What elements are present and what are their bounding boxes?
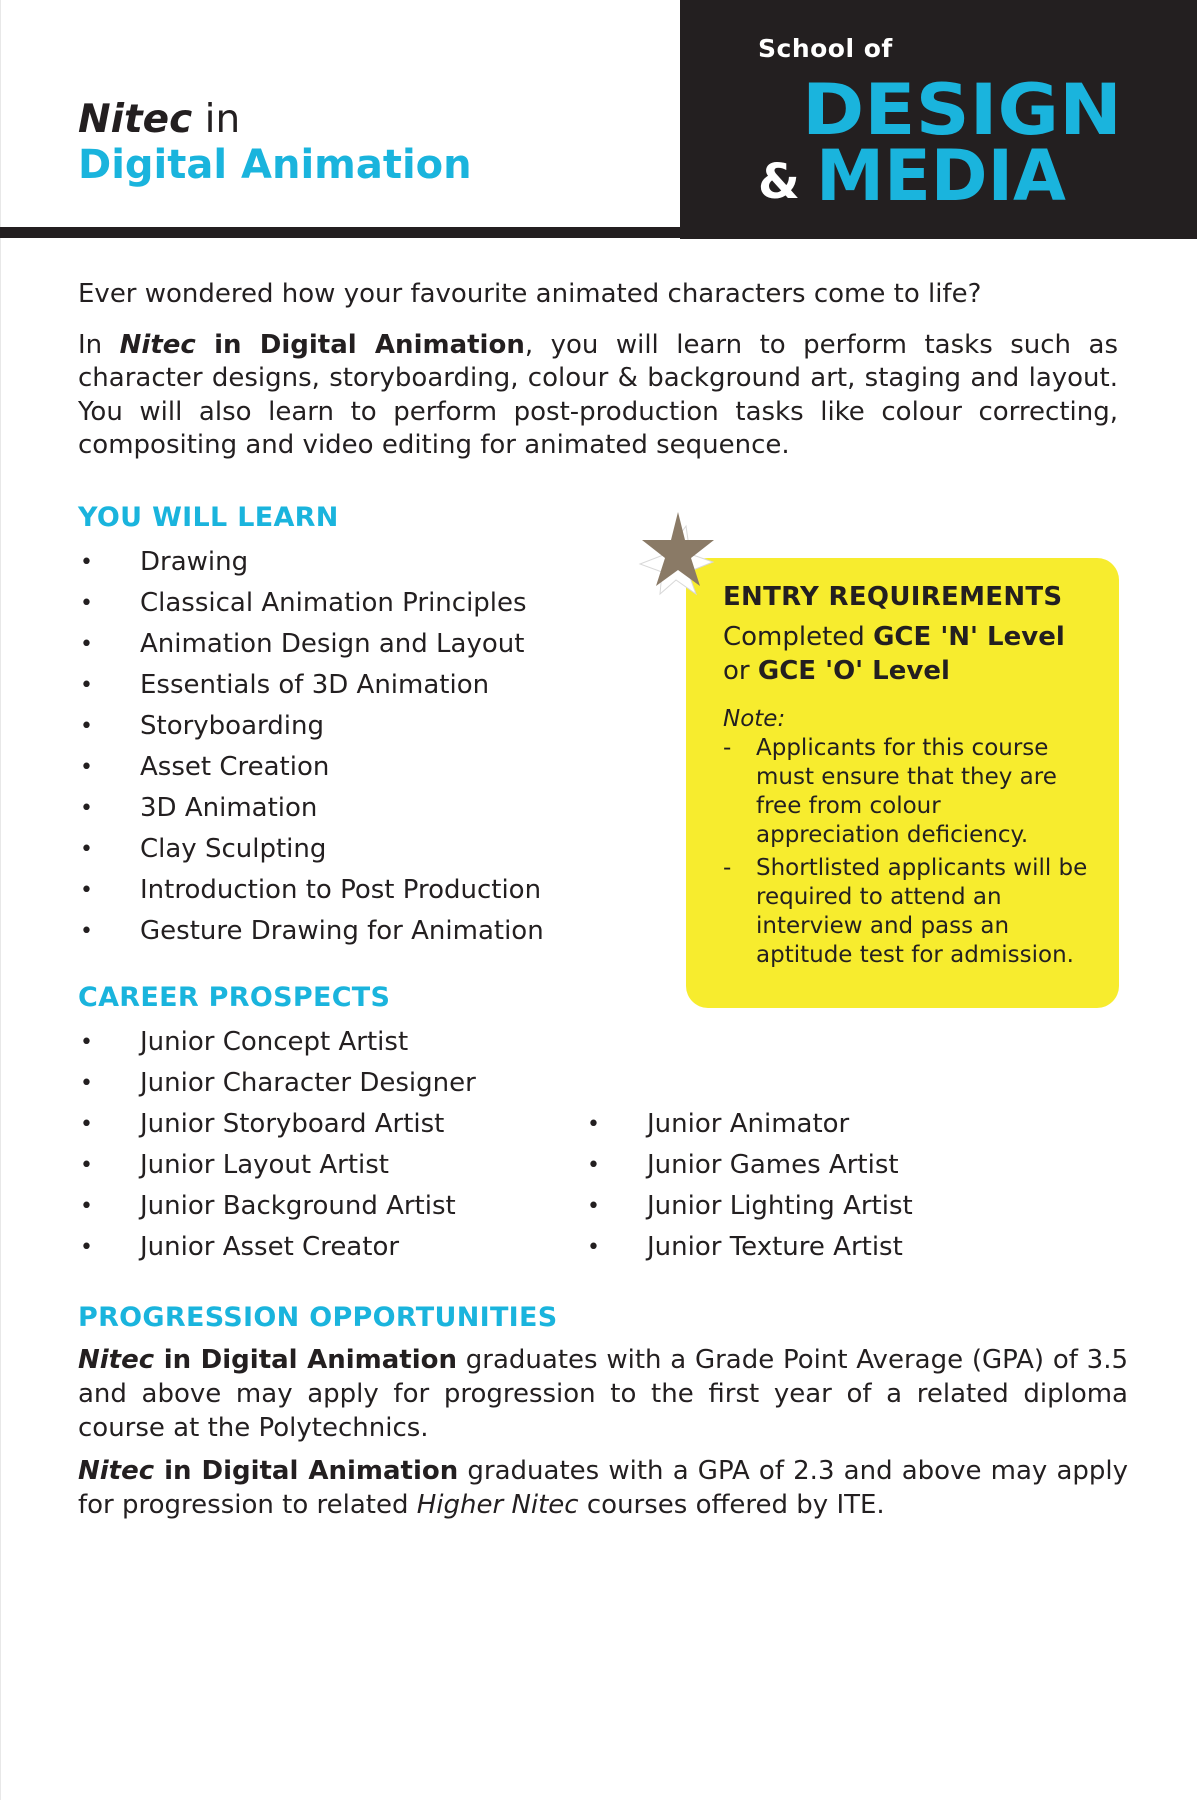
progression-text: graduates with a GPA of 2.3 and above may apply for progression to related <box>78 1456 1129 1520</box>
learn-item: • Asset Creation <box>78 747 544 788</box>
entry-heading: ENTRY REQUIREMENTS <box>723 582 1063 612</box>
learn-item: • Animation Design and Layout <box>78 624 544 665</box>
entry-or: or <box>723 656 758 686</box>
progression-heading: PROGRESSION OPPORTUNITIES <box>78 1302 558 1333</box>
entry-note-item: - Shortlisted applicants will be required to attend an interview and pass an aptitude test for admission. <box>723 854 1089 970</box>
entry-note-item: - Applicants for this course must ensure that they are free from colour appreciation deficiency. <box>723 734 1089 850</box>
learn-item: • Introduction to Post Production <box>78 870 544 911</box>
intro-in: In <box>78 329 120 360</box>
career-item: • Junior Texture Artist <box>585 1227 913 1268</box>
progression-section <box>78 1302 1128 1531</box>
progression-paragraph-2 <box>78 1454 1128 1522</box>
progression-text: courses offered by ITE. <box>578 1490 885 1520</box>
career-list-right <box>585 1104 913 1268</box>
title-line-1 <box>78 98 472 142</box>
career-item: • Junior Asset Creator <box>78 1227 476 1268</box>
learn-item: • Gesture Drawing for Animation <box>78 911 544 952</box>
career-item: • Junior Layout Artist <box>78 1145 476 1186</box>
learn-item: • Essentials of 3D Animation <box>78 665 544 706</box>
career-heading: CAREER PROSPECTS <box>78 982 391 1013</box>
entry-requirement-line-1 <box>723 620 1089 654</box>
page-left-edge <box>0 0 1 1800</box>
learn-item: • Classical Animation Principles <box>78 583 544 624</box>
learn-heading: YOU WILL LEARN <box>78 502 339 533</box>
career-item: • Junior Background Artist <box>78 1186 476 1227</box>
progression-nitec: Nitec <box>78 1456 155 1486</box>
learn-list <box>78 542 544 952</box>
star-icon <box>630 510 726 600</box>
intro-nitec: Nitec <box>119 329 196 360</box>
learn-item: • Storyboarding <box>78 706 544 747</box>
career-item: • Junior Storyboard Artist <box>78 1104 476 1145</box>
logo-design-word: DESIGN <box>802 70 1122 151</box>
progression-paragraph-1 <box>78 1343 1128 1445</box>
learn-item: • 3D Animation <box>78 788 544 829</box>
intro-course-name: in Digital Animation <box>195 329 525 360</box>
page-title <box>78 98 472 188</box>
intro-section <box>78 278 1118 480</box>
progression-text: graduates with a Grade Point Average (GPA) of 3.5 and above may apply for progression to the first year of a related diploma course at the Polytechnics. <box>78 1345 1128 1443</box>
career-list-left <box>78 1022 476 1268</box>
progression-higher-nitec: Higher Nitec <box>416 1490 579 1520</box>
title-line-2: Digital Animation <box>78 142 472 188</box>
career-item: • Junior Animator <box>585 1104 913 1145</box>
entry-notes-list <box>723 734 1089 970</box>
intro-description-text: , you will learn to perform tasks such as character designs, storyboarding, colour & background art, staging and layout. You will also learn to perform post-production tasks like colour correcting, compositing and video editing for animated sequence. <box>78 329 1118 460</box>
entry-requirement-line-2 <box>723 654 1089 688</box>
entry-gce-o: GCE 'O' Level <box>757 656 950 686</box>
entry-completed: Completed <box>723 622 874 652</box>
entry-requirements-box <box>686 558 1119 1008</box>
progression-nitec: Nitec <box>78 1345 155 1375</box>
career-item: • Junior Games Artist <box>585 1145 913 1186</box>
intro-description <box>78 329 1118 463</box>
logo-media-word: MEDIA <box>816 135 1066 210</box>
career-item: • Junior Concept Artist <box>78 1022 476 1063</box>
career-item: • Junior Character Designer <box>78 1063 476 1104</box>
title-in: in <box>192 97 241 142</box>
design-media-logo <box>752 70 1132 210</box>
progression-course-name: in Digital Animation <box>154 1456 459 1486</box>
learn-item: • Drawing <box>78 542 544 583</box>
logo-school-of-text: School of <box>758 34 893 63</box>
intro-question: Ever wondered how your favourite animated characters come to life? <box>78 279 982 309</box>
progression-course-name: in Digital Animation <box>154 1345 458 1375</box>
logo-ampersand: & <box>758 154 800 210</box>
title-nitec: Nitec <box>78 97 193 142</box>
entry-note-label: Note: <box>723 706 786 732</box>
career-item: • Junior Lighting Artist <box>585 1186 913 1227</box>
entry-gce-n: GCE 'N' Level <box>873 622 1065 652</box>
learn-item: • Clay Sculpting <box>78 829 544 870</box>
